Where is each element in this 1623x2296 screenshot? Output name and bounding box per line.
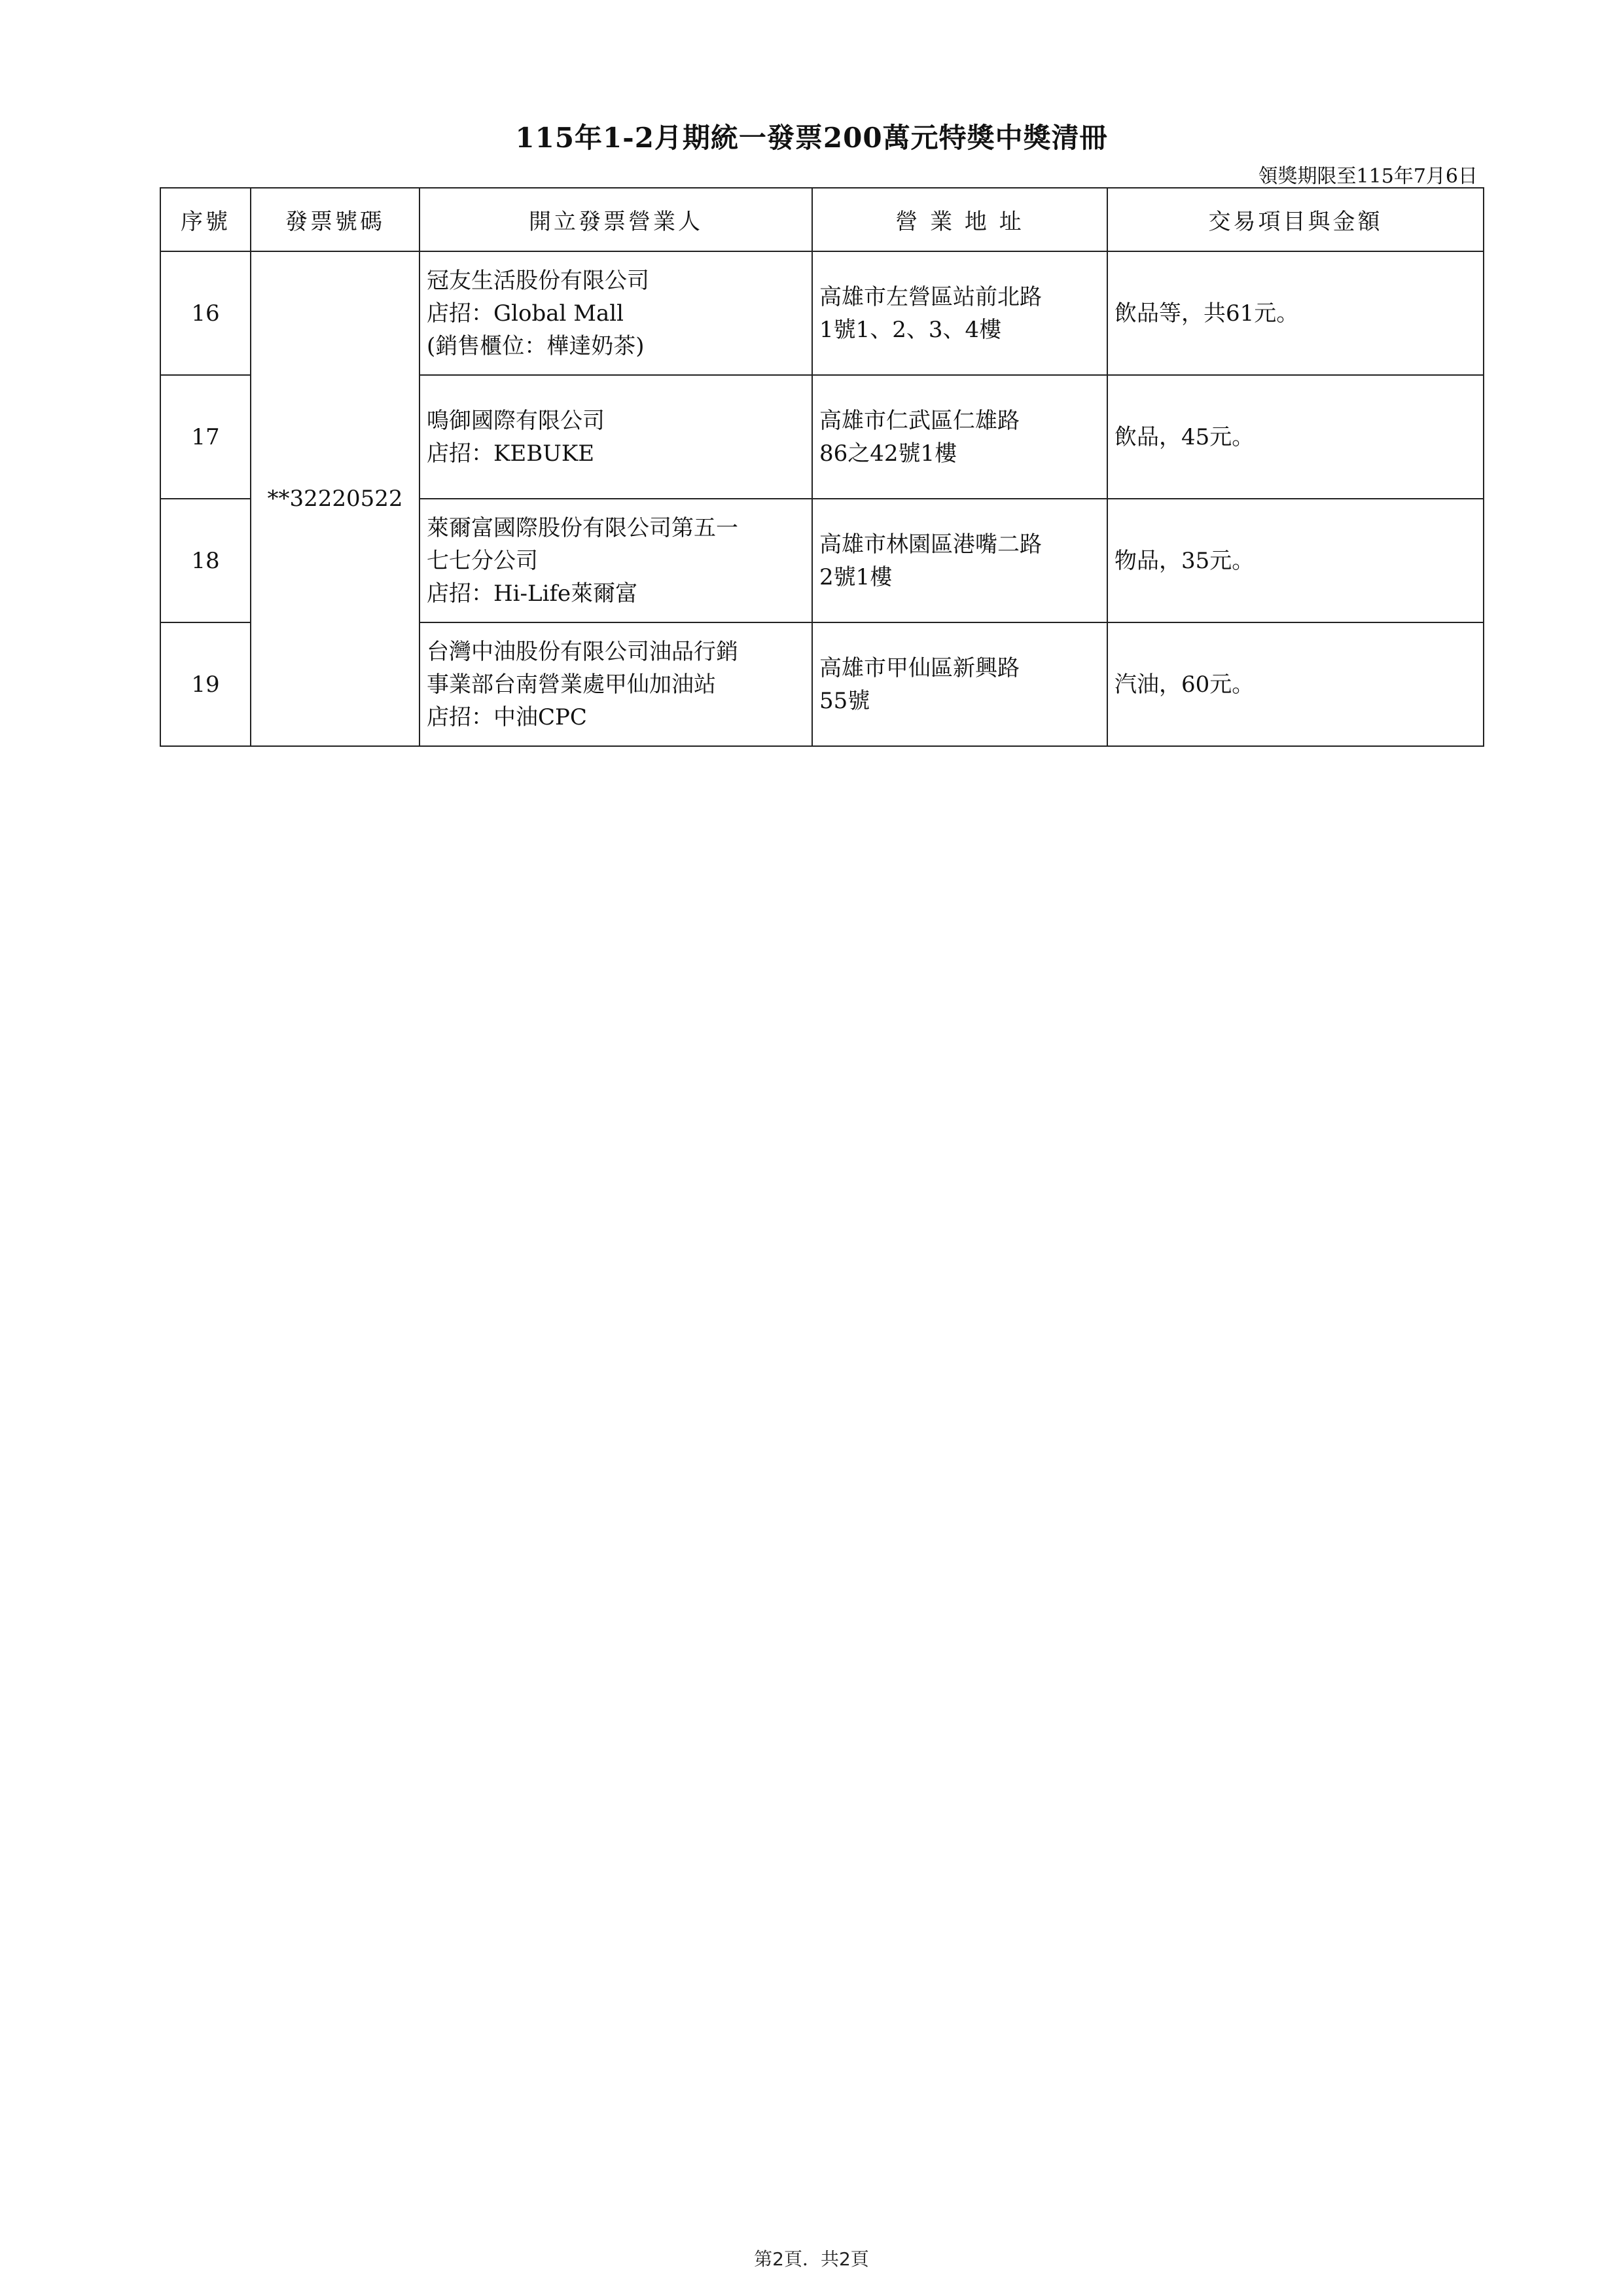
item-amount-cell: 汽油，60元。 <box>1107 622 1484 746</box>
seller-line: 店招：中油CPC <box>427 704 587 730</box>
address-cell <box>812 375 1107 499</box>
address-line: 高雄市甲仙區新興路 <box>819 655 1020 681</box>
serial-number-cell: 16 <box>160 251 251 375</box>
address-line: 55號 <box>819 687 870 714</box>
winners-table <box>160 187 1484 747</box>
serial-number-cell: 19 <box>160 622 251 746</box>
seller-line: 店招：Global Mall <box>427 300 624 327</box>
serial-number-cell: 18 <box>160 499 251 622</box>
seller-cell <box>419 375 812 499</box>
seller-cell <box>419 622 812 746</box>
claim-deadline: 領獎期限至115年7月6日 <box>1258 165 1478 188</box>
seller-line: 店招：Hi-Life萊爾富 <box>427 580 638 607</box>
seller-cell <box>419 251 812 375</box>
page-footer: 第2頁．共2頁 <box>754 2248 869 2270</box>
seller-line: (銷售櫃位：樺達奶茶) <box>427 332 645 359</box>
serial-number-cell: 17 <box>160 375 251 499</box>
seller-line: 店招：KEBUKE <box>427 440 595 467</box>
address-line: 高雄市左營區站前北路 <box>819 283 1042 310</box>
header-item-amount: 交易項目與金額 <box>1107 188 1484 251</box>
address-line: 高雄市林園區港嘴二路 <box>819 531 1042 558</box>
seller-line: 事業部台南營業處甲仙加油站 <box>427 671 716 698</box>
invoice-number-cell: **32220522 <box>251 251 419 746</box>
item-amount-cell: 飲品等，共61元。 <box>1107 251 1484 375</box>
table-row <box>160 251 1484 375</box>
seller-line: 萊爾富國際股份有限公司第五一 <box>427 514 738 541</box>
item-amount-cell: 飲品，45元。 <box>1107 375 1484 499</box>
address-line: 86之42號1樓 <box>819 440 957 467</box>
address-line: 1號1、2、3、4樓 <box>819 316 1002 343</box>
address-line: 高雄市仁武區仁雄路 <box>819 407 1020 434</box>
seller-cell <box>419 499 812 622</box>
seller-line: 七七分公司 <box>427 547 538 574</box>
header-seller: 開立發票營業人 <box>419 188 812 251</box>
header-invoice-number: 發票號碼 <box>251 188 419 251</box>
address-cell <box>812 622 1107 746</box>
item-amount-cell: 物品，35元。 <box>1107 499 1484 622</box>
header-serial-number: 序號 <box>160 188 251 251</box>
document-title: 115年1-2月期統一發票200萬元特獎中獎清冊 <box>515 122 1108 154</box>
address-line: 2號1樓 <box>819 564 893 590</box>
address-cell <box>812 499 1107 622</box>
table-header-row <box>160 188 1484 251</box>
seller-line: 鳴御國際有限公司 <box>427 407 605 434</box>
seller-line: 冠友生活股份有限公司 <box>427 267 649 294</box>
header-address: 營 業 地 址 <box>812 188 1107 251</box>
address-cell <box>812 251 1107 375</box>
seller-line: 台灣中油股份有限公司油品行銷 <box>427 638 738 665</box>
